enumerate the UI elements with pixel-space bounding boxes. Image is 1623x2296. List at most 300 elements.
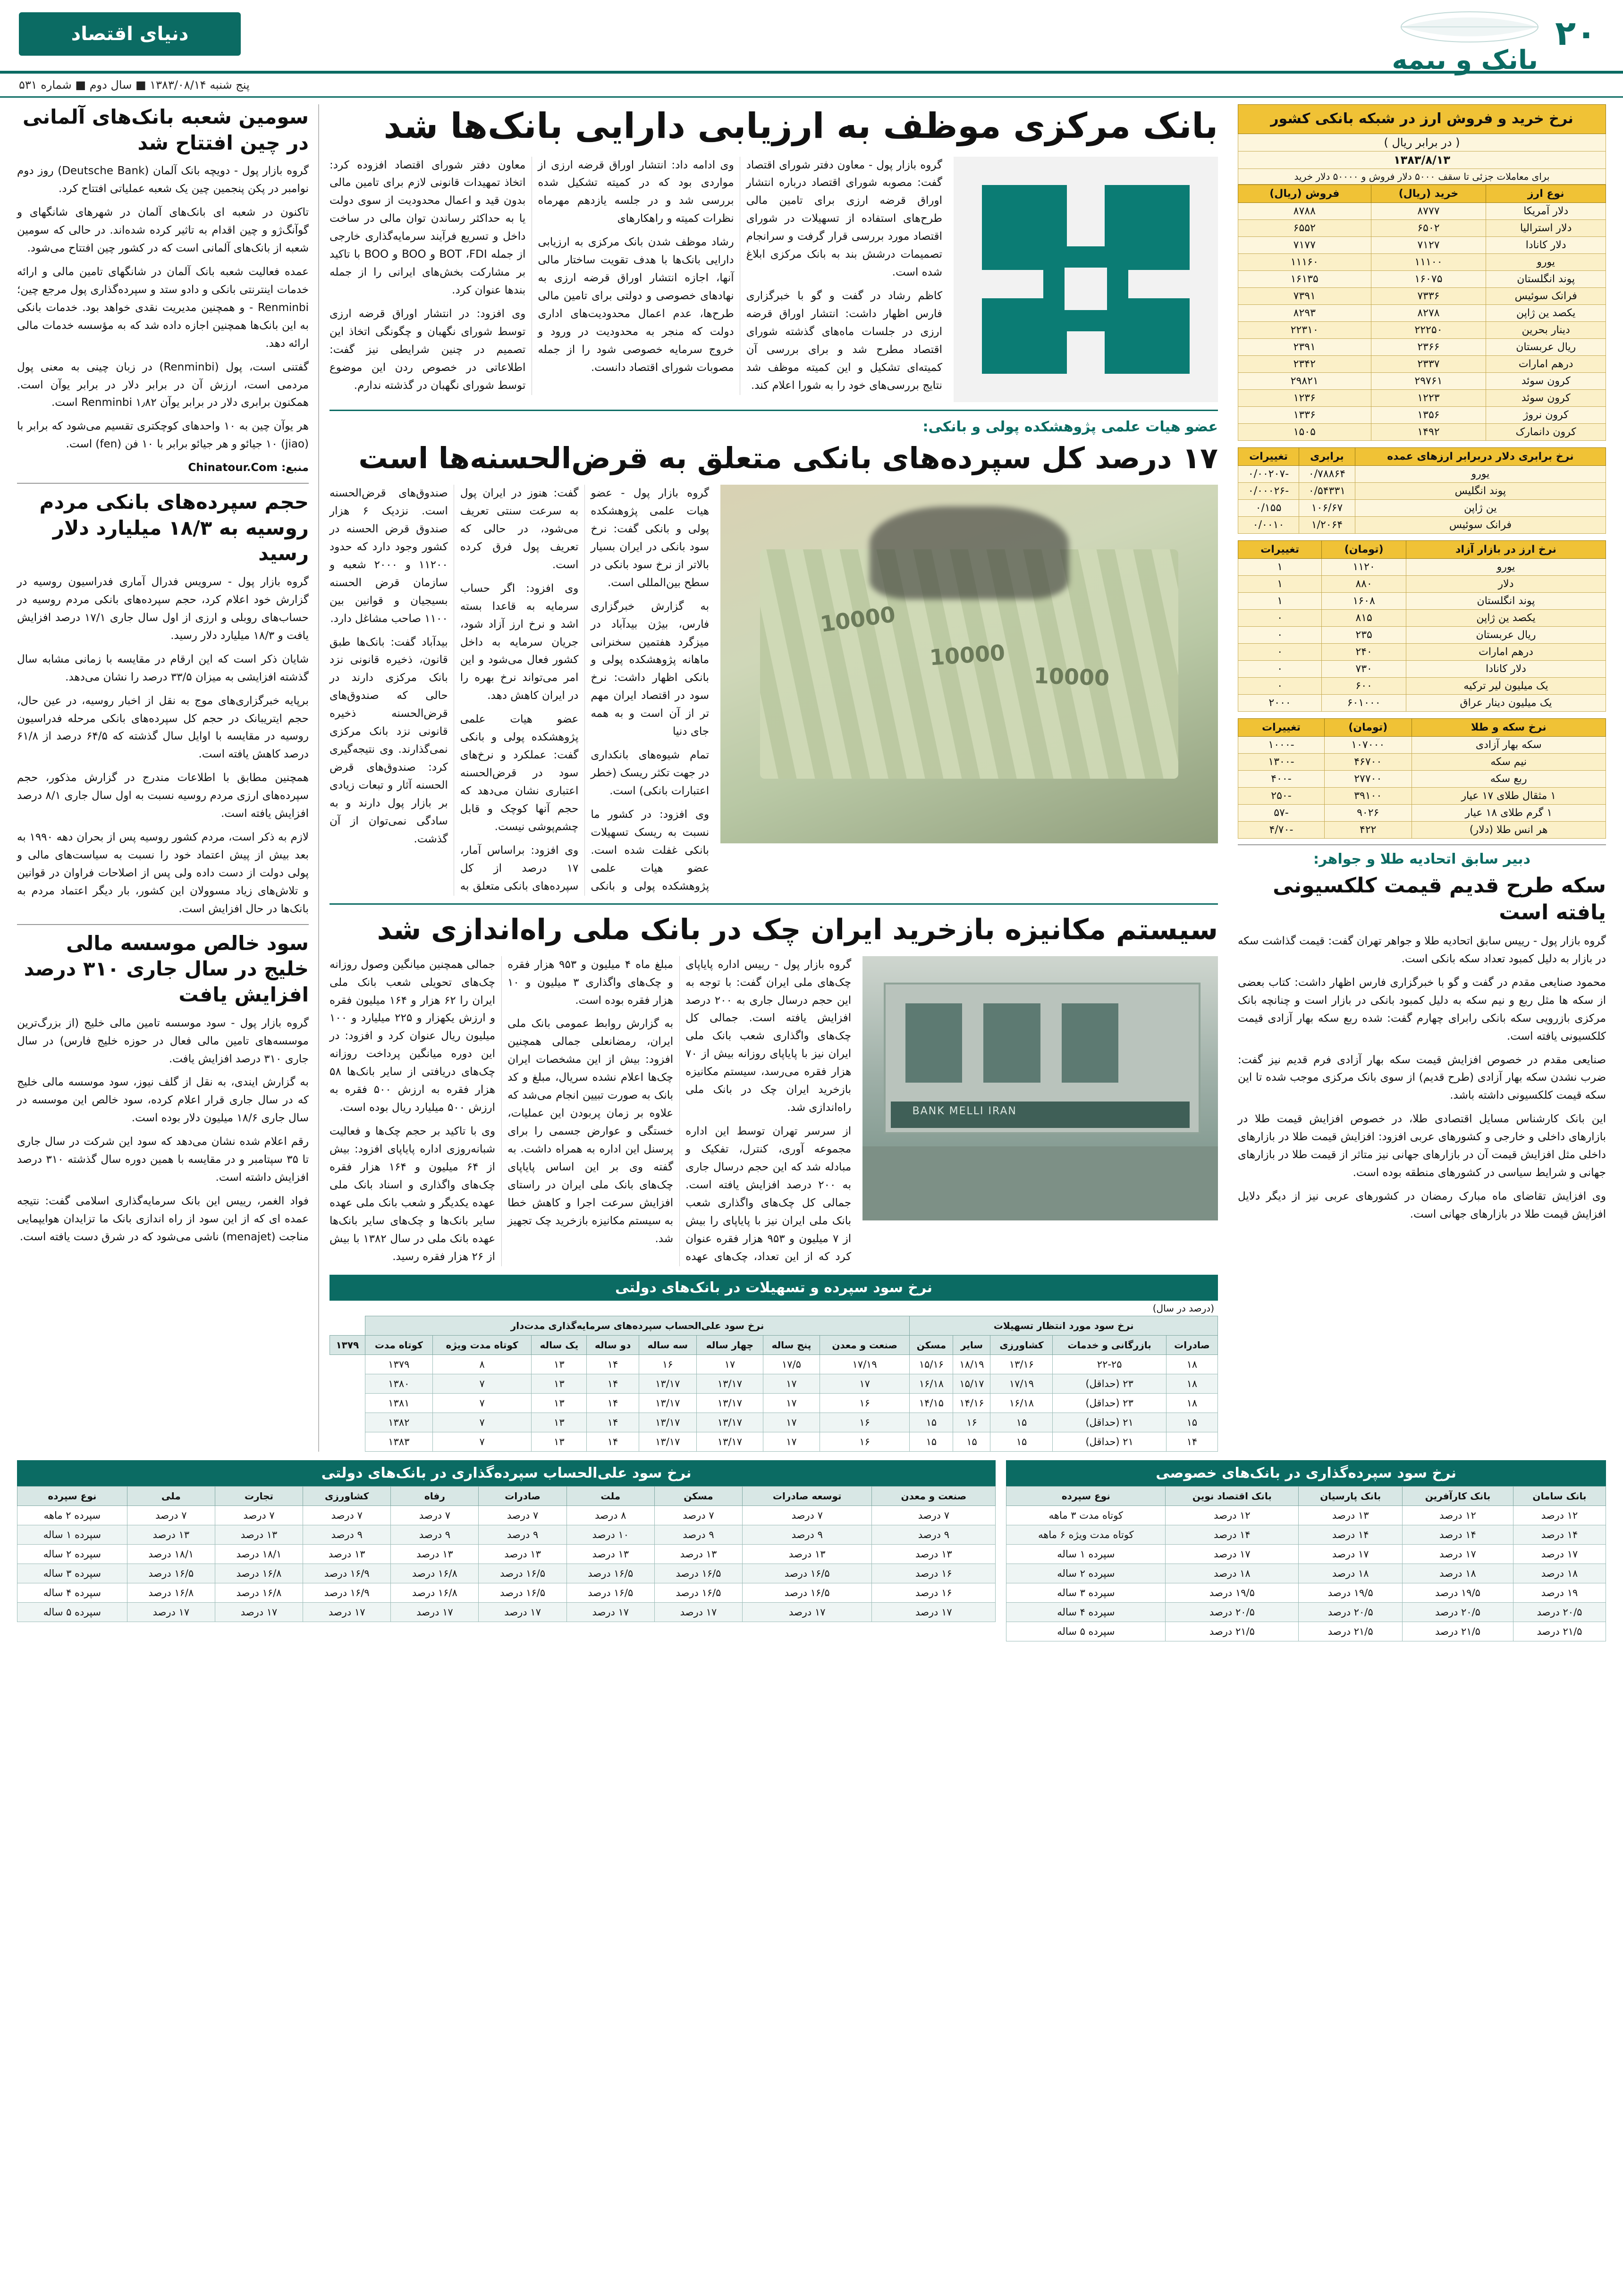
cell: ۱۶/۵ درصد: [654, 1564, 742, 1583]
cell: ۲۹۸۲۱: [1238, 372, 1371, 389]
col-eghtesad-novin: بانک اقتصاد نوین: [1166, 1486, 1299, 1505]
cell: سپرده ۳ ساله: [17, 1564, 127, 1583]
col-tejarat: تجارت: [215, 1486, 303, 1505]
fx-rate-date: ۱۳۸۳/۸/۱۳: [1238, 151, 1606, 169]
table-header-row: [1238, 185, 1606, 202]
main-p4: معاون دفتر شورای اقتصاد افزوده کرد: اتخاذ تمهیدات قانونی لازم برای تامین مالی بدون قید و اعمال محدودیت از سوی دولت یا به حداکثر رساندن توان مالی در ساخت داخل و تسریع فرآیند سرمایه‌گذاری خارجی از جمله BOT ،FDI و BOO و BOO با تاکید بر مشارکت بخش‌های ایرانی را از جمله بندها عنوان کرد.: [330, 159, 526, 297]
cell: دلار استرالیا: [1486, 219, 1606, 236]
globe-icon: [1399, 10, 1540, 43]
gov-deposit-table-title: نرخ سود سپرده و تسهیلات در بانک‌های دولتی: [330, 1275, 1218, 1301]
col-sell: فروش (ریال): [1238, 185, 1371, 202]
private-rates-table: [1006, 1486, 1606, 1641]
cell: ۲۱/۵ درصد: [1403, 1622, 1513, 1641]
table-row: [17, 1505, 996, 1525]
table-row: [1238, 270, 1606, 287]
cell: ۷۳۹۱: [1238, 287, 1371, 304]
cell: ۶۰۰: [1322, 677, 1406, 694]
cell: ۱۹/۵ درصد: [1166, 1583, 1299, 1602]
cell: نیم سکه: [1412, 753, 1606, 770]
gov-deposit-table: [330, 1316, 1218, 1452]
table-row: [330, 1354, 1218, 1374]
cell: ۱۳ درصد: [654, 1544, 742, 1564]
cell: ۱۳: [532, 1354, 587, 1374]
table-row: [1006, 1505, 1606, 1525]
cell: ۲۰/۵ درصد: [1299, 1602, 1403, 1622]
cell: ۱۶/۵ درصد: [127, 1564, 215, 1583]
gov-rates-block: [17, 1460, 996, 1641]
col-change: تغییرات: [1238, 540, 1322, 558]
deposit-p3: وی افزود: در کشور ما نسبت به ریسک تسهیلات بانکی غفلت شده است. عضو هیات علمی پژوهشکده پولی و بانکی گفت: هنوز در ایران پول به سرعت سنتی تعریف می‌شود، در حالی که تعریف پول فرق کرده است.: [460, 487, 710, 892]
table-row: [330, 1374, 1218, 1393]
cell: ۱۷: [763, 1432, 820, 1451]
cell: ۱۳ درصد: [1299, 1505, 1403, 1525]
cell: ۱۵: [990, 1432, 1053, 1451]
cell: ۱۳ درصد: [215, 1525, 303, 1544]
cell: کرون سوئد: [1486, 372, 1606, 389]
cell: ین ژاپن: [1355, 499, 1606, 516]
cell: ۱۲ درصد: [1513, 1505, 1606, 1525]
fx-rate-title: نرخ خرید و فروش ارز در شبکه بانکی کشور: [1238, 104, 1606, 134]
cell: سپرده ۳ ساله: [1006, 1583, 1166, 1602]
col-change: تغییرات: [1238, 447, 1299, 465]
cell: ۱۳: [532, 1374, 587, 1393]
cell: ۱۲ درصد: [1166, 1505, 1299, 1525]
deposit-article-text: [330, 485, 709, 896]
cell: ۷ درصد: [479, 1505, 566, 1525]
cell: ۱۲۳۶: [1238, 389, 1371, 406]
cell: ۱۶ درصد: [872, 1564, 996, 1583]
cell: ۱ گرم طلای ۱۸ عیار: [1412, 804, 1606, 821]
cell: یک میلیون لیر ترکیه: [1406, 677, 1606, 694]
table-row: [1238, 694, 1606, 711]
cell: ۰/۷۸۸۶۴: [1299, 465, 1355, 482]
main-p1: کاظم رشاد در گفت و گو با خبرگزاری فارس اظهار داشت: انتشار اوراق قرضه ارزی در جلسات ماه‌های گذشته شورای اقتصاد مطرح شد و برای بررسی آن کمیته‌ای تشکیل و این کمیته موظف شد نتایج بررسی‌های خود را به شورا اعلام کند.: [746, 290, 942, 392]
brief-gulf: [17, 931, 309, 1246]
cell: ۱۴: [587, 1432, 639, 1451]
logo-text: دنیای اقتصاد: [71, 23, 189, 45]
gold-table: [1238, 718, 1606, 839]
cell: ۱۳۸۲: [365, 1413, 432, 1432]
fx-rate-subtitle: ( در برابر ریال ): [1238, 134, 1606, 151]
cell: سپرده ۵ ساله: [1006, 1622, 1166, 1641]
cell: -۱۳۰۰: [1238, 753, 1325, 770]
cell: ۱۳/۱۷: [696, 1413, 763, 1432]
cell: ۸۷۸۸: [1238, 202, 1371, 219]
col-export-dev: توسعه صادرات: [743, 1486, 872, 1505]
cell: ۱۸: [1166, 1354, 1217, 1374]
cell: ۱۶/۹ درصد: [303, 1583, 391, 1602]
cell: دلار: [1406, 575, 1606, 592]
cell: پوند انگلستان: [1486, 270, 1606, 287]
free-market-table: [1238, 540, 1606, 712]
table-row: [1238, 423, 1606, 440]
main-headline: بانک مرکزی موظف به ارزیابی دارایی بانک‌ها شد: [383, 106, 1218, 146]
gold-panel: [1238, 718, 1606, 839]
table-header-row: [330, 1335, 1218, 1354]
table-row: [1238, 516, 1606, 533]
cell: ۱۷: [763, 1374, 820, 1393]
cell: ۱۳/۱۷: [639, 1374, 696, 1393]
cell: ۱۶۱۳۵: [1238, 270, 1371, 287]
cell: ۰: [1238, 609, 1322, 626]
table-row: [1238, 389, 1606, 406]
col-deposit-type: نوع سپرده: [1006, 1486, 1166, 1505]
cell: ۱: [1238, 558, 1322, 575]
gold-article: [1238, 851, 1606, 1224]
cell: ۹ درصد: [303, 1525, 391, 1544]
cell: ۱۵/۱۶: [910, 1354, 953, 1374]
cell: ۱۷: [763, 1393, 820, 1413]
col-agri: کشاورزی: [990, 1335, 1053, 1354]
cell: ۱۴/۱۵: [910, 1393, 953, 1413]
col-karafarin: بانک کارآفرین: [1403, 1486, 1513, 1505]
fx-rate-panel: [1238, 104, 1606, 441]
cell: ۱: [1238, 575, 1322, 592]
section-title: بانک و بیمه: [1392, 45, 1538, 76]
cell: ۱۹ درصد: [1513, 1583, 1606, 1602]
cell: ۴۶۷۰۰: [1324, 753, 1412, 770]
col-4yr: چهار ساله: [696, 1335, 763, 1354]
cell: ۱۶/۵ درصد: [566, 1583, 654, 1602]
check-p1: از سرسر تهران توسط این اداره مجموعه آوری، کنترل، تفکیک و مبادله شد که این حجم درسال جاری به ۲۰۰ درصد افزایش یافته است. جمالی کل چک‌های واگذاری شعب بانک ملی ایران نیز با پایاپای را بیش از ۷ میلیون و ۹۵۳ هزار فقره عنوان کرد که از این تعداد، چک‌های عهده مبلغ ماه ۴ میلیون و ۹۵۳ هزار فقره و چک‌های واگذاری ۳ میلیون و ۱۰ هزار فقره بوده است.: [507, 958, 852, 1263]
table-row: [1238, 804, 1606, 821]
cell: پوند انگلیس: [1355, 482, 1606, 499]
cell: ۷ درصد: [303, 1505, 391, 1525]
col-5yr: پنج ساله: [763, 1335, 820, 1354]
gold-article-kicker: دبیر سابق اتحادیه طلا و جواهر:: [1313, 850, 1530, 867]
cell: ۸۲۹۳: [1238, 304, 1371, 321]
cell: ۱۴: [587, 1374, 639, 1393]
cell: ۱۸: [1166, 1393, 1217, 1413]
brief-china-source: منبع: Chinatour.Com: [188, 462, 309, 474]
cell: ۱۵: [953, 1432, 990, 1451]
cell: سپرده ۴ ساله: [1006, 1602, 1166, 1622]
cell: ۰: [1238, 677, 1322, 694]
cell: ۱۶/۸ درصد: [215, 1583, 303, 1602]
cell: ربع سکه: [1412, 770, 1606, 787]
table-row: [1238, 355, 1606, 372]
bank-building-photo: BANK MELLI IRAN: [862, 956, 1218, 1220]
col-refah: رفاه: [391, 1486, 479, 1505]
cell: ۸۱۵: [1322, 609, 1406, 626]
cell: ۱۶/۱۸: [910, 1374, 953, 1393]
col-short: کوتاه مدت: [365, 1335, 432, 1354]
cell: ۸: [432, 1354, 531, 1374]
cell: ۱۷ درصد: [127, 1602, 215, 1622]
cell: ۱۳ درصد: [127, 1525, 215, 1544]
cell: ۱۵: [1166, 1413, 1217, 1432]
table-row: [1238, 736, 1606, 753]
bank-logo-figure: [954, 157, 1218, 402]
cell: ۹۰۲۶: [1324, 804, 1412, 821]
check-article-headline: سیستم مکانیزه بازخرید ایران چک در بانک ملی راه‌اندازی شد: [377, 913, 1218, 946]
table-row: [1238, 219, 1606, 236]
cell: -۰/۰۰۰۲۶: [1238, 482, 1299, 499]
cell: ۱۱۲۰: [1322, 558, 1406, 575]
cell: ۷: [432, 1432, 531, 1451]
deposit-p7: بیدآباد گفت: بانک‌ها طبق قانون، ذخیره قانونی نزد بانک مرکزی دارند در حالی که صندوق‌های قرض‌الحسنه ذخیره قانونی نزد بانک مرکزی نمی‌گذارند. وی نتیجه‌گیری کرد: صندوق‌های قرض الحسنه آثار و تبعات زیادی بر بازار پول دارند و به سادگی نمی‌توان از آن گذشت.: [330, 636, 448, 845]
fx-rate-table: [1238, 185, 1606, 441]
gov-deposit-table-block: [330, 1275, 1218, 1452]
newspaper-logo: [19, 12, 241, 56]
group-deposits: نرخ سود علی‌الحساب سپرده‌های سرمایه‌گذاری مدت‌دار: [365, 1316, 910, 1335]
cell: یکصد ین ژاپن: [1406, 609, 1606, 626]
cell: ۱۳ درصد: [303, 1544, 391, 1564]
gov-rates-title: نرخ سود علی‌الحساب سپرده‌گذاری در بانک‌های دولتی: [17, 1460, 996, 1486]
cell: ۱۳/۱۷: [696, 1374, 763, 1393]
cell: درهم امارات: [1406, 643, 1606, 660]
cell: ۲۳۹۱: [1238, 338, 1371, 355]
cell: ۱۲۲۳: [1371, 389, 1486, 406]
brief-china-p1: تاکنون در شعبه ای بانک‌های آلمان در شهرهای شانگهای و گوآنگ‌ژو و چین اقدام به تاثیر کرده شده‌اند. در حالی که سومین شعبه از بانک‌های آلمانی است که در کشور چین افتتاح می‌شود.: [17, 206, 309, 254]
cell: سپرده ۲ ماهه: [17, 1505, 127, 1525]
cell: ۲۳ (حداقل): [1053, 1393, 1166, 1413]
cell: ۱۶: [953, 1413, 990, 1432]
cell: ۲۰/۵ درصد: [1403, 1602, 1513, 1622]
table-row: [330, 1393, 1218, 1413]
col-keshavarzi: کشاورزی: [303, 1486, 391, 1505]
brief-russia-p2: برپایه خبرگزاری‌های موج به نقل از اخبار روسیه، در عین حال، حجم ایتریبانک در حجم کل سپرده‌های بانکی مرحله فدراسیون روسیه در مقایسه با اوایل سال گذشته که ۶۴/۵ درصد از ۶۱/۸ درصد کاهش یافته است.: [17, 694, 309, 761]
col-industry-mine: صنعت و معدن: [872, 1486, 996, 1505]
cell: ۱۳ درصد: [872, 1544, 996, 1564]
cell: ۲۹۷۶۱: [1371, 372, 1486, 389]
main-column: [319, 104, 1228, 1452]
cell: ۷: [432, 1393, 531, 1413]
private-rates-title: نرخ سود سپرده‌گذاری در بانک‌های خصوصی: [1006, 1460, 1606, 1486]
cell: ۱۶۰۸: [1322, 592, 1406, 609]
table-row: [1238, 643, 1606, 660]
cell: ریال عربستان: [1406, 626, 1606, 643]
table-header-row: [1238, 540, 1606, 558]
cell: ۱۶/۸ درصد: [215, 1564, 303, 1583]
brief-china-p3: گفتنی است، پول (Renminbi) در زبان چینی به معنی پول مردمی است، ارزش آن در برابر دلار در برابر یوآن است. همکنون برابری دلار در برابر یوآن ۱٫۸۲ Renminbi است.: [17, 361, 309, 409]
cell: ۱۸: [1166, 1374, 1217, 1393]
col-other: سایر: [953, 1335, 990, 1354]
table-row: [1238, 592, 1606, 609]
cell: ۰: [1238, 626, 1322, 643]
check-p4: وی با تاکید بر حجم چک‌ها و فعالیت شبانه‌روزی اداره پایاپای افزود: بیش از ۶۴ میلیون و ۱۶۴ هزار فقره چک‌های واگذاری و اسناد بانک ملی عهده یکدیگر و شعب بانک ملی عهده سایر بانک‌ها و چک‌های سایر بانک‌ها عهده بانک ملی در سال ۱۳۸۲ با بیش از ۲۶ هزار فقره رسید.: [330, 1125, 496, 1263]
col-buy: خرید (ریال): [1371, 185, 1486, 202]
table-row: [1238, 321, 1606, 338]
cell: سپرده ۵ ساله: [17, 1602, 127, 1622]
gold-article-title: سکه طرح قدیم قیمت کلکسیونی یافته است: [1273, 873, 1606, 925]
brief-china: [17, 104, 309, 477]
cell: ۱۸ درصد: [1513, 1564, 1606, 1583]
cell: سپرده ۲ ساله: [1006, 1564, 1166, 1583]
col-toman: (تومان): [1324, 718, 1412, 736]
gold-article-p4: وی افزایش تقاضای ماه مبارک رمضان در کشورهای عربی نیز از دیگر دلایل افزایش قیمت طلا در بازارهای جهانی است.: [1238, 1190, 1606, 1220]
cell: ۱۷: [763, 1413, 820, 1432]
cell: سکه بهار آزادی: [1412, 736, 1606, 753]
brief-russia-p1: شایان ذکر است که این ارقام در مقایسه با زمانی مشابه سال گذشته افزایشی به میزان ۳۳/۵ درصد را نشان می‌دهد.: [17, 653, 309, 683]
gold-article-p1: محمود صنایعی مقدم در گفت و گو با خبرگزاری فارس اظهار داشت: کتاب بعضی از سکه ها مثل ربع و نیم سکه به دلیل کمبود بانکی در بازار است و چنانچه بانک مرکزی بازرویی سکه بانکی رابرای چهارم گفت: شده ربع سکه بهار آزادی قیمت کلکسیونی یافته است.: [1238, 976, 1606, 1043]
col-exports: صادرات: [1166, 1335, 1217, 1354]
cell: ۱۰ درصد: [566, 1525, 654, 1544]
table-row: [330, 1432, 1218, 1451]
table-row: [1238, 499, 1606, 516]
col-saman: بانک سامان: [1513, 1486, 1606, 1505]
cell: ۱۶/۵ درصد: [479, 1564, 566, 1583]
table-row: [1238, 304, 1606, 321]
cell: ۱۷/۱۹: [820, 1354, 910, 1374]
cell: دلار کانادا: [1406, 660, 1606, 677]
brief-gulf-p0: گروه بازار پول - سود موسسه تامین مالی خلیج (از بزرگ‌ترین موسسه‌های تامین مالی فعال در حوزه خلیج فارس) در سال جاری ۳۱۰ درصد افزایش یافت.: [17, 1017, 309, 1065]
table-row: [1238, 609, 1606, 626]
gov-rates-table: [17, 1486, 996, 1622]
cell: سپرده ۲ ساله: [17, 1544, 127, 1564]
cell: دلار کانادا: [1486, 236, 1606, 253]
cell: ۱۷ درصد: [872, 1602, 996, 1622]
brief-gulf-title: سود خالص موسسه مالی خلیج در سال جاری ۳۱۰ درصد افزایش یافت: [24, 931, 309, 1007]
cell: ۲۱ (حداقل): [1053, 1413, 1166, 1432]
table-row: [1238, 253, 1606, 270]
cell: ۹ درصد: [391, 1525, 479, 1544]
cell: ۴۲۲: [1324, 821, 1412, 838]
cell: ۱۳ درصد: [743, 1544, 872, 1564]
cell: ۱۶: [639, 1354, 696, 1374]
cell: ۱۶/۸ درصد: [391, 1564, 479, 1583]
col-toman: (تومان): [1322, 540, 1406, 558]
cell: ۱۴/۱۶: [953, 1393, 990, 1413]
cell: ۱۴: [587, 1393, 639, 1413]
cell: ۹ درصد: [872, 1525, 996, 1544]
cell: -۲۵۰: [1238, 787, 1325, 804]
cell: ۰/۵۴۳۳۱: [1299, 482, 1355, 499]
deposit-p6: وی افزود: براساس آمار، ۱۷ درصد از کل سپرده‌های بانکی متعلق به صندوق‌های قرض‌الحسنه است. نزدیک ۶ هزار صندوق قرض الحسنه در کشور وجود دارد که حدود ۱۱۲۰۰ و ۲۰۰۰ شعبه و سازمان قرض الحسنه بسیجیان و قوانین بین ۱۱۰۰ صاحب مشاغل دارد.: [330, 487, 579, 892]
cell: ۱۱۱۶۰: [1238, 253, 1371, 270]
cell: ۱۷ درصد: [566, 1602, 654, 1622]
cell: ۱۸/۱۹: [953, 1354, 990, 1374]
table-row: [1238, 753, 1606, 770]
cell: ۶۵۰۲: [1371, 219, 1486, 236]
cell: ۱۶/۵ درصد: [566, 1564, 654, 1583]
cell: ۱۳: [532, 1413, 587, 1432]
cell: درهم امارات: [1486, 355, 1606, 372]
deposit-p0: گروه بازار پول - عضو هیات علمی پژوهشکده پولی و بانکی گفت: نرخ سود بانکی در ایران بسیار بالاتر از نرخ سود بانکی در سطح بین‌المللی است.: [591, 487, 710, 589]
cell: ۲۱/۵ درصد: [1166, 1622, 1299, 1641]
brief-russia-p0: گروه بازار پول - سرویس فدرال آماری فدراسیون روسیه در گزارش خود اعلام کرد، حجم سپرده‌های بانکی مردم روسیه در حساب‌های روبلی و ارزی از اول سال جاری ۱۷/۱ درصد افزایش یافت و ۱۸/۳ میلیارد دلار رسید.: [17, 575, 309, 642]
cell: ۱۸ درصد: [1166, 1564, 1299, 1583]
cell: ۶۵۵۲: [1238, 219, 1371, 236]
cell: ۲۲-۲۵: [1053, 1354, 1166, 1374]
bottom-tables: [0, 1452, 1623, 1656]
table-row: [1238, 626, 1606, 643]
cell: ۱۳/۱۷: [696, 1393, 763, 1413]
main-p0: گروه بازار پول - معاون دفتر شورای اقتصاد گفت: مصوبه شورای اقتصاد درباره انتشار اوراق قرضه ارزی برای تامین مالی طرح‌های استفاده از تسهیلات در شورای اقتصاد مورد بررسی قرار گرفت و سرانجام تصمیمات درشش بند به بانک مرکزی ابلاغ شده است.: [746, 159, 942, 279]
cell: ۱۶ درصد: [872, 1583, 996, 1602]
briefs-column: [17, 104, 319, 1452]
cell: کرون نروژ: [1486, 406, 1606, 423]
cell: ۱۳۳۶: [1238, 406, 1371, 423]
cell: ۱۷ درصد: [479, 1602, 566, 1622]
cell: ۱۷ درصد: [1403, 1544, 1513, 1564]
table-row: [1006, 1602, 1606, 1622]
brief-russia-title: حجم سپرده‌های بانکی مردم روسیه به ۱۸/۳ میلیارد دلار رسید: [39, 490, 309, 565]
money-photo-figure: [720, 485, 1218, 843]
parity-title: نرخ برابری دلار دربرابر ارزهای عمده: [1355, 447, 1606, 465]
cell: ۱۳/۱۷: [639, 1393, 696, 1413]
table-row: [1238, 770, 1606, 787]
table-group-row: [330, 1316, 1218, 1335]
cell: ۱۳ درصد: [391, 1544, 479, 1564]
cell: ۱۶: [820, 1413, 910, 1432]
money-photo: 10000 10000 10000: [720, 485, 1218, 843]
brief-russia-p4: لازم به ذکر است، مردم کشور روسیه پس از بحران دهه ۱۹۹۰ به بعد بیش از پیش اعتماد خود را نسبت به سیاست‌های مالی و پولی دولت از دست داده ولی پس از اصلاحات فراوان در قوانین و تلاش‌های زیاد مسوولان این کشور، بار دیگر اعتماد مردم به بانک‌ها در حال افزایش است.: [17, 831, 309, 915]
deposit-article-headline: ۱۷ درصد کل سپرده‌های بانکی متعلق به قرض‌الحسنه‌ها است: [358, 440, 1218, 475]
cell: ۱۶/۵ درصد: [743, 1583, 872, 1602]
cell: دلار آمریکا: [1486, 202, 1606, 219]
cell: ۱۷: [696, 1354, 763, 1374]
table-row: [1006, 1583, 1606, 1602]
cell: ۷: [432, 1413, 531, 1432]
cell: ۱۸/۱ درصد: [215, 1544, 303, 1564]
cell: کرون سوئد: [1486, 389, 1606, 406]
cell: ۲۷۷۰۰: [1324, 770, 1412, 787]
cell: ۲۱/۵ درصد: [1513, 1622, 1606, 1641]
cell: ۲۰/۵ درصد: [1166, 1602, 1299, 1622]
col-3yr: سه ساله: [639, 1335, 696, 1354]
cell: ۱۷: [820, 1374, 910, 1393]
cell: -۰/۰۰۲۰۷: [1238, 465, 1299, 482]
col-change: تغییرات: [1238, 718, 1325, 736]
cell: ۱۴: [587, 1413, 639, 1432]
table-row: [17, 1583, 996, 1602]
brief-china-p4: هر یوآن چین به ۱۰ واحدهای کوچکتری تقسیم می‌شود که برابر با (jiao) ۱۰ جیائو و هر جیائو برابر با ۱۰ فن (fen) است.: [17, 420, 309, 451]
table-row: [1238, 372, 1606, 389]
col-industry: صنعت و معدن: [820, 1335, 910, 1354]
cell: ۹ درصد: [743, 1525, 872, 1544]
cell: ۷ درصد: [743, 1505, 872, 1525]
cell: ۱۸ درصد: [1403, 1564, 1513, 1583]
cell: یکصد ین ژاپن: [1486, 304, 1606, 321]
brief-russia-p3: همچنین مطابق با اطلاعات مندرج در گزارش مذکور، حجم سپرده‌های ارزی مردم روسیه نسبت به اول سال جاری ۸/۱ درصد افزایش یافته است.: [17, 772, 309, 820]
table-row: [1006, 1544, 1606, 1564]
cell: ۱۳: [532, 1393, 587, 1413]
table-row: [17, 1544, 996, 1564]
cell: ۷۱۷۷: [1238, 236, 1371, 253]
gold-article-p0: گروه بازار پول - رییس سابق اتحادیه طلا و جواهر تهران گفت: قیمت گذاشت سکه در بازار به دلیل کمبود تعداد سکه بانکی است.: [1238, 934, 1606, 965]
private-rates-block: [1006, 1460, 1606, 1641]
table-row: [1238, 465, 1606, 482]
cell: ۱۷/۱۹: [990, 1374, 1053, 1393]
col-housing: مسکن: [910, 1335, 953, 1354]
cell: ۷: [432, 1374, 531, 1393]
col-2yr: دو ساله: [587, 1335, 639, 1354]
cell: ۱: [1238, 592, 1322, 609]
brief-gulf-p1: به گزارش ایندی، به نقل از گلف نیوز، سود موسسه مالی خلیج که در سال جاری قرار اعلام کرده، سود خالص این موسسه در سال جاری ۱۸/۶ میلیون دلار بوده است.: [17, 1076, 309, 1125]
cell: کوتاه مدت ویژه ۶ ماهه: [1006, 1525, 1166, 1544]
cell: ۱۷ درصد: [303, 1602, 391, 1622]
col-currency: نوع ارز: [1486, 185, 1606, 202]
table-header-row: [1006, 1486, 1606, 1505]
cell: ۹ درصد: [479, 1525, 566, 1544]
table-header-row: [1238, 447, 1606, 465]
cell: ۱۵۰۵: [1238, 423, 1371, 440]
table-row: [1238, 660, 1606, 677]
cell: ۱۳۵۶: [1371, 406, 1486, 423]
issue-date: پنج شنبه ۱۳۸۳/۰۸/۱۴ ■ سال دوم ■ شماره ۵۳۱: [19, 78, 250, 92]
col-short-special: کوتاه مدت ویژه: [432, 1335, 531, 1354]
cell: ۱۶/۸ درصد: [391, 1583, 479, 1602]
cell: ۱۵: [990, 1413, 1053, 1432]
check-article-text: [330, 956, 851, 1266]
cell: ۹ درصد: [654, 1525, 742, 1544]
cell: ۱۷/۵: [763, 1354, 820, 1374]
cell: فرانک سوئیس: [1355, 516, 1606, 533]
table-row: [1238, 821, 1606, 838]
cell: ۱۵: [910, 1432, 953, 1451]
cell: ۷ درصد: [654, 1505, 742, 1525]
